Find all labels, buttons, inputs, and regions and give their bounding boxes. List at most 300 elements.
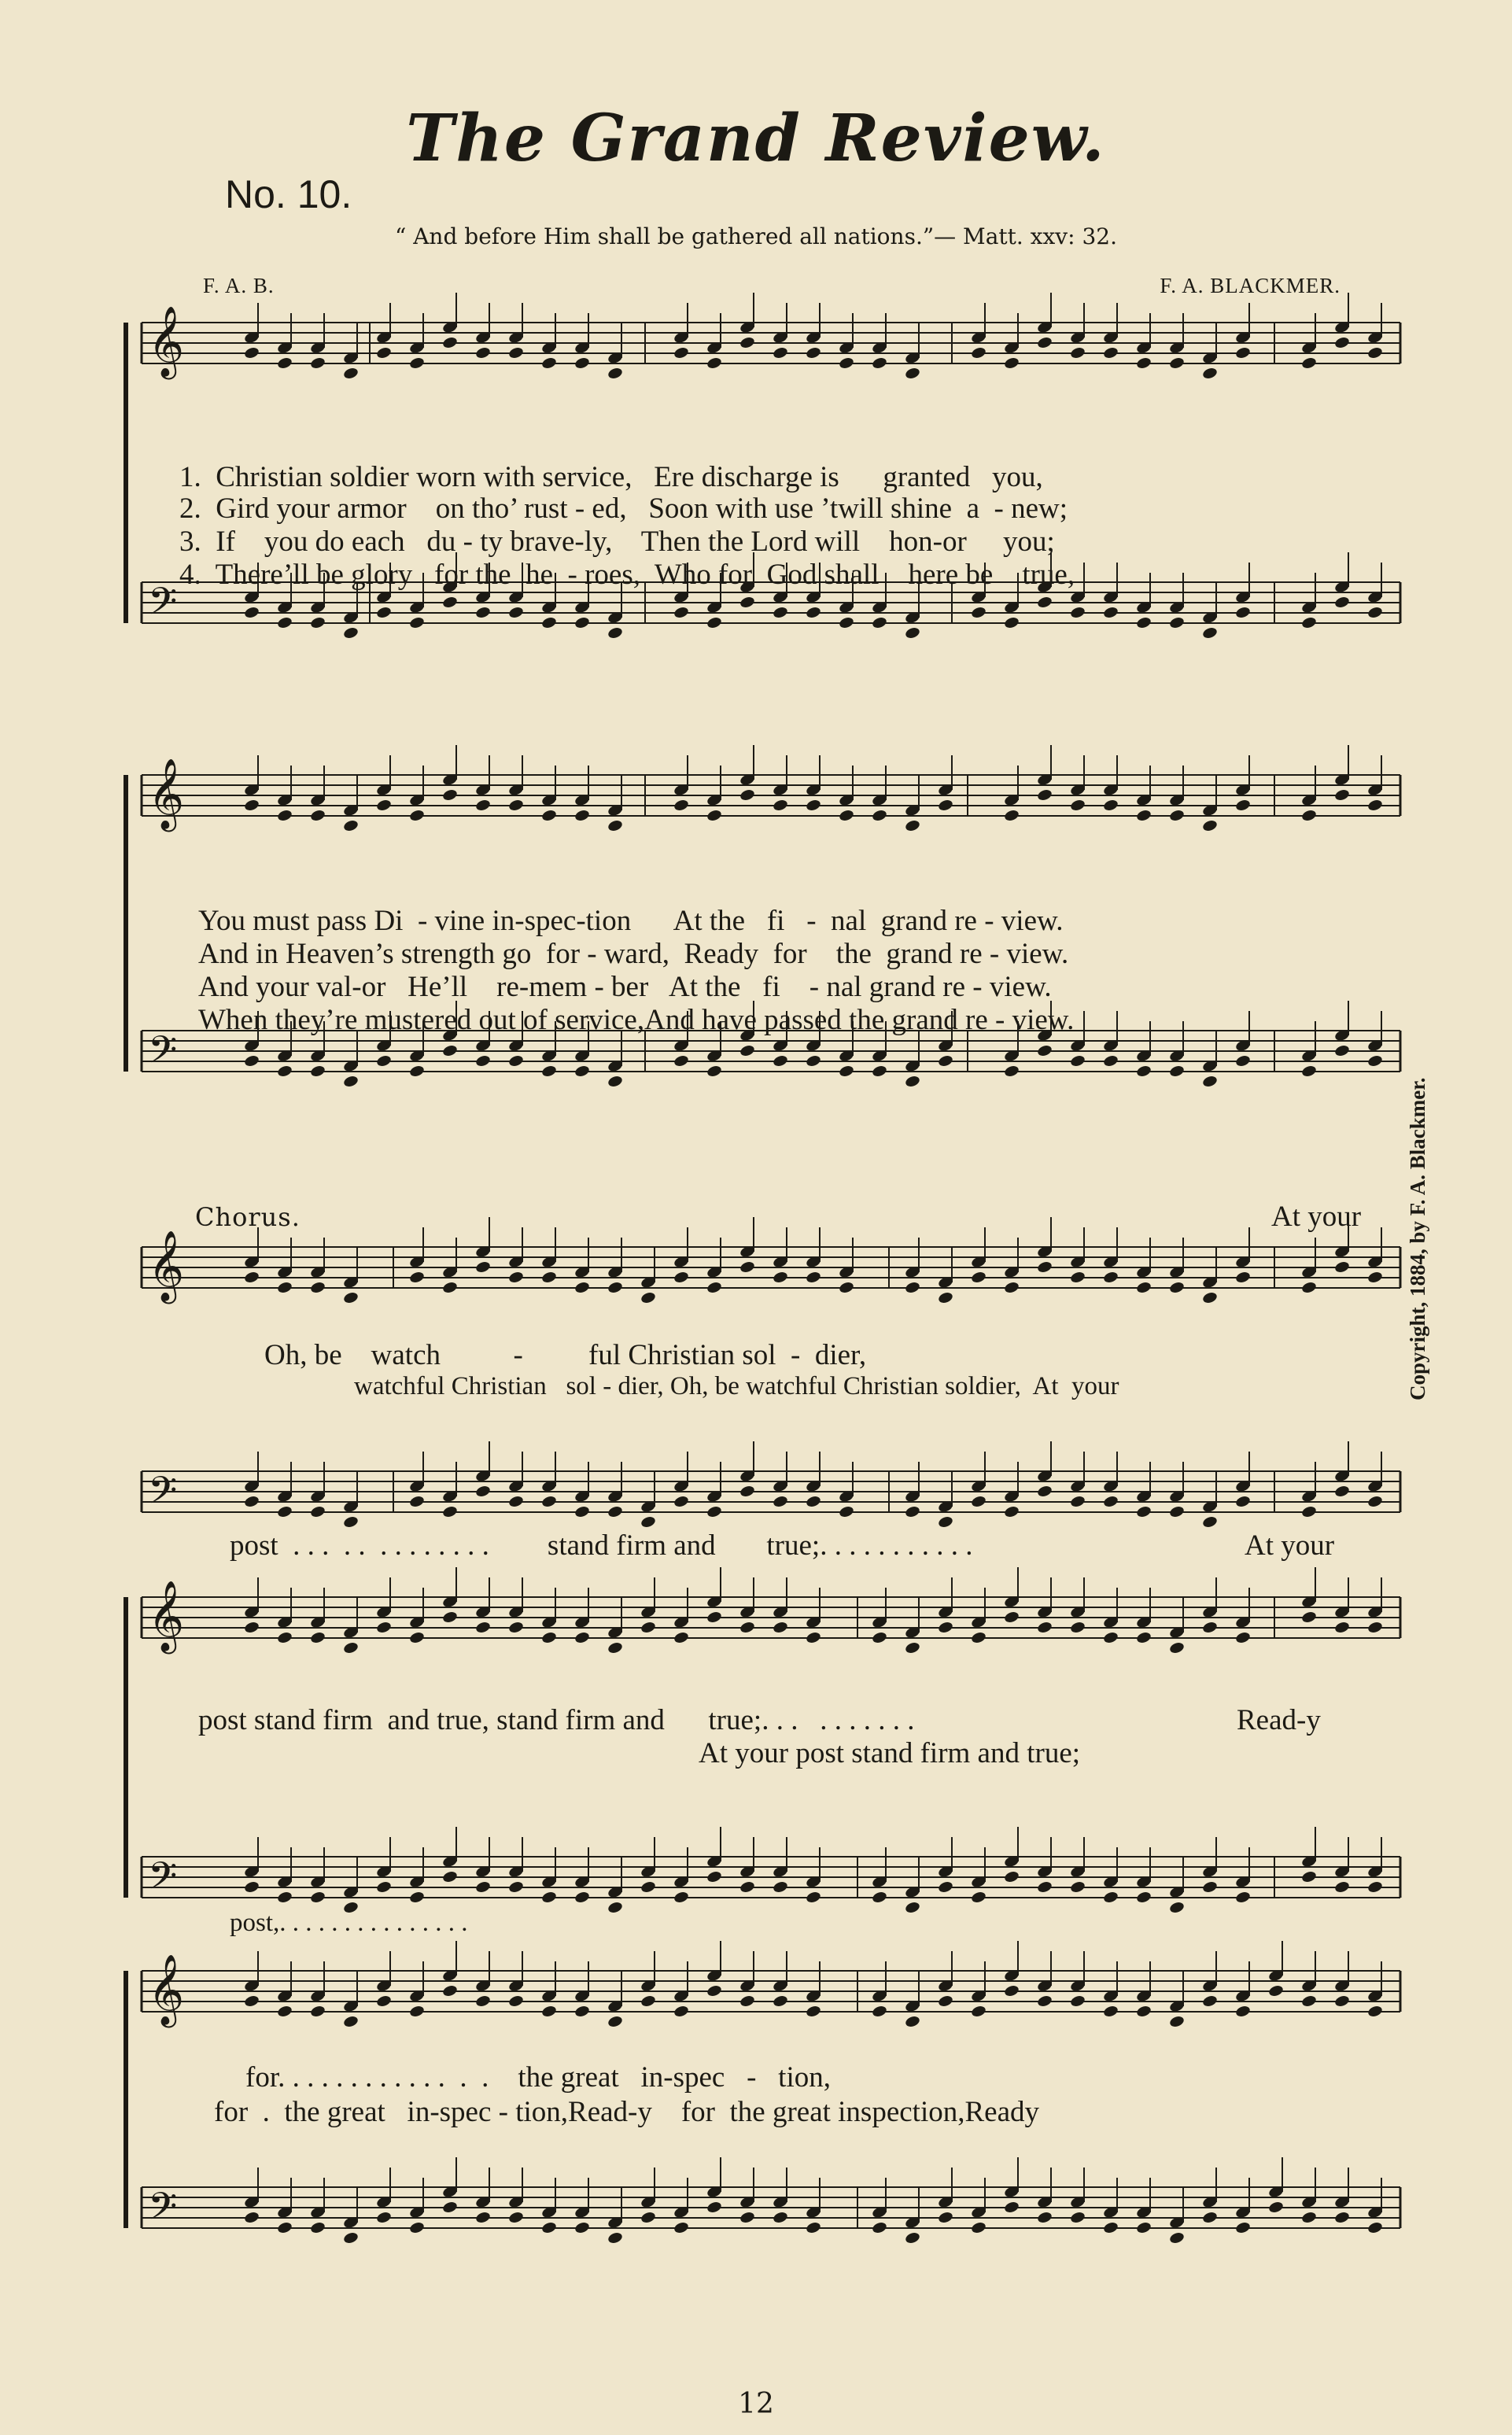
- note-head: [540, 1271, 557, 1284]
- note-head: [573, 2005, 590, 2018]
- chorus-line-3-treble: post stand firm and true, stand firm and true;. . . . . . . . . .: [198, 1704, 915, 1736]
- note-head: [1069, 606, 1086, 619]
- note-head: [1234, 606, 1251, 619]
- bass-clef: 𝄢: [148, 1854, 178, 1907]
- note-head: [1102, 606, 1119, 619]
- verse-line-7: And your val-or He’ll re-mem - ber At the fi - nal grand re - view.: [198, 971, 1052, 1003]
- note-head: [1168, 1281, 1185, 1294]
- note-head: [1201, 626, 1218, 640]
- note-head: [970, 606, 986, 619]
- note-head: [904, 1281, 920, 1294]
- note-head: [1102, 1054, 1119, 1068]
- music-credit: F. A. BLACKMER.: [1160, 274, 1341, 297]
- note-head: [507, 346, 524, 360]
- note-head: [342, 1075, 359, 1088]
- note-head: [739, 788, 755, 802]
- note-head: [871, 2221, 887, 2234]
- note-head: [904, 367, 920, 380]
- note-head: [573, 616, 590, 629]
- note-head: [970, 2221, 986, 2234]
- note-head: [408, 1891, 425, 1904]
- note-head: [805, 1495, 821, 1508]
- note-head: [1300, 1610, 1317, 1624]
- note-head: [772, 1054, 788, 1068]
- note-head: [573, 809, 590, 822]
- note-head: [673, 1054, 689, 1068]
- note-head: [739, 1994, 755, 2008]
- note-head: [1135, 809, 1152, 822]
- note-head: [1300, 356, 1317, 370]
- verse-line-1: 1. Christian soldier worn with service, Ere discharge is granted you,: [179, 461, 1043, 493]
- note-head: [408, 356, 425, 370]
- note-head: [871, 616, 887, 629]
- note-head: [937, 1515, 953, 1529]
- note-head: [309, 1505, 326, 1518]
- note-head: [871, 1891, 887, 1904]
- note-head: [1300, 2211, 1317, 2224]
- note-head: [739, 596, 755, 609]
- note-head: [375, 1621, 392, 1634]
- treble-clef: 𝄞: [148, 1581, 185, 1651]
- note-head: [1366, 2221, 1383, 2234]
- note-head: [1267, 2201, 1284, 2214]
- note-head: [937, 1621, 953, 1634]
- chorus-line-1-treble: Oh, be watch - ful Christian sol - dier,: [264, 1339, 867, 1371]
- note-head: [1135, 616, 1152, 629]
- note-head: [573, 2221, 590, 2234]
- note-head: [805, 1054, 821, 1068]
- note-head: [243, 1994, 260, 2008]
- note-head: [739, 1621, 755, 1634]
- note-head: [1036, 596, 1053, 609]
- note-head: [1201, 1994, 1218, 2008]
- note-head: [474, 1880, 491, 1894]
- note-head: [1333, 788, 1350, 802]
- note-head: [1168, 2015, 1185, 2028]
- note-head: [1300, 809, 1317, 822]
- note-head: [408, 1271, 425, 1284]
- note-head: [1300, 1994, 1317, 2008]
- note-head: [1267, 1984, 1284, 1998]
- verse-line-4: 4. There’ll be glory for the he - roes, Who for God shall here be true,: [179, 559, 1075, 591]
- chorus-line-3-bass: At your post stand firm and true;: [699, 1737, 1081, 1769]
- note-head: [1333, 2211, 1350, 2224]
- note-head: [838, 616, 854, 629]
- note-head: [607, 626, 623, 640]
- verse-line-5: You must pass Di - vine in-spec-tion At the fi - nal grand re - view.: [198, 905, 1064, 937]
- note-head: [1036, 1994, 1053, 2008]
- note-head: [1069, 1994, 1086, 2008]
- note-head: [805, 799, 821, 812]
- bass-clef: 𝄢: [148, 1468, 178, 1522]
- note-head: [904, 819, 920, 832]
- note-head: [1036, 1485, 1053, 1498]
- note-head: [1168, 1505, 1185, 1518]
- note-head: [540, 356, 557, 370]
- note-head: [1168, 809, 1185, 822]
- note-head: [342, 626, 359, 640]
- note-head: [607, 367, 623, 380]
- note-head: [573, 1064, 590, 1078]
- note-head: [640, 1880, 656, 1894]
- note-head: [243, 1621, 260, 1634]
- note-head: [1168, 1901, 1185, 1914]
- note-head: [673, 1631, 689, 1644]
- note-head: [1333, 596, 1350, 609]
- note-head: [573, 1891, 590, 1904]
- note-head: [507, 1994, 524, 2008]
- note-head: [1036, 336, 1053, 349]
- note-head: [937, 1880, 953, 1894]
- note-head: [640, 1515, 656, 1529]
- note-head: [640, 1994, 656, 2008]
- note-head: [904, 1901, 920, 1914]
- note-head: [375, 1994, 392, 2008]
- note-head: [607, 1641, 623, 1655]
- note-head: [772, 1271, 788, 1284]
- note-head: [441, 596, 458, 609]
- note-head: [441, 1610, 458, 1624]
- note-head: [1102, 2005, 1119, 2018]
- note-head: [904, 2231, 920, 2245]
- note-head: [772, 1994, 788, 2008]
- note-head: [805, 606, 821, 619]
- note-head: [1201, 819, 1218, 832]
- note-head: [243, 1054, 260, 1068]
- note-head: [1300, 1505, 1317, 1518]
- note-head: [309, 1631, 326, 1644]
- note-head: [276, 1281, 293, 1294]
- note-head: [1366, 1054, 1383, 1068]
- note-head: [838, 356, 854, 370]
- note-head: [276, 1891, 293, 1904]
- note-head: [441, 788, 458, 802]
- note-head: [871, 1064, 887, 1078]
- page-number: 12: [738, 2388, 774, 2420]
- note-head: [441, 2201, 458, 2214]
- chorus-cue-3: Read-y: [1237, 1704, 1321, 1736]
- note-head: [838, 809, 854, 822]
- note-head: [276, 809, 293, 822]
- note-head: [673, 799, 689, 812]
- note-head: [706, 1610, 722, 1624]
- note-head: [706, 809, 722, 822]
- note-head: [309, 356, 326, 370]
- treble-clef: 𝄞: [148, 1954, 185, 2025]
- note-head: [772, 1621, 788, 1634]
- note-head: [1135, 1064, 1152, 1078]
- chorus-label: Chorus.: [195, 1202, 301, 1232]
- note-head: [309, 809, 326, 822]
- note-head: [375, 1054, 392, 1068]
- note-head: [1333, 336, 1350, 349]
- note-head: [342, 1291, 359, 1304]
- bass-clef: 𝄢: [148, 2184, 178, 2238]
- note-head: [1333, 1260, 1350, 1274]
- note-head: [375, 606, 392, 619]
- note-head: [838, 1505, 854, 1518]
- note-head: [1366, 1495, 1383, 1508]
- note-head: [772, 2211, 788, 2224]
- treble-clef: 𝄞: [148, 758, 185, 829]
- note-head: [1366, 606, 1383, 619]
- note-head: [1234, 2221, 1251, 2234]
- note-head: [1333, 1485, 1350, 1498]
- note-head: [739, 1260, 755, 1274]
- note-head: [441, 1870, 458, 1883]
- note-head: [507, 1880, 524, 1894]
- note-head: [1036, 1044, 1053, 1057]
- note-head: [607, 2015, 623, 2028]
- note-head: [1201, 1880, 1218, 1894]
- note-head: [805, 1271, 821, 1284]
- note-head: [1003, 616, 1020, 629]
- note-head: [441, 1984, 458, 1998]
- note-head: [1003, 1984, 1020, 1998]
- note-head: [474, 2211, 491, 2224]
- note-head: [970, 1631, 986, 1644]
- note-head: [706, 2201, 722, 2214]
- note-head: [1069, 346, 1086, 360]
- note-head: [540, 1064, 557, 1078]
- note-head: [640, 1621, 656, 1634]
- note-head: [1168, 616, 1185, 629]
- note-head: [1300, 1870, 1317, 1883]
- treble-clef: 𝄞: [148, 1230, 185, 1301]
- note-head: [375, 2211, 392, 2224]
- note-head: [607, 1505, 623, 1518]
- note-head: [1003, 1281, 1020, 1294]
- note-head: [673, 1891, 689, 1904]
- note-head: [772, 1880, 788, 1894]
- note-head: [540, 809, 557, 822]
- note-head: [607, 1281, 623, 1294]
- note-head: [573, 1505, 590, 1518]
- note-head: [507, 1271, 524, 1284]
- note-head: [276, 1505, 293, 1518]
- note-head: [342, 1515, 359, 1529]
- note-head: [474, 1054, 491, 1068]
- note-head: [309, 2221, 326, 2234]
- note-head: [607, 1901, 623, 1914]
- note-head: [904, 1641, 920, 1655]
- bass-clef: 𝄢: [148, 1027, 178, 1081]
- note-head: [640, 1291, 656, 1304]
- note-head: [706, 356, 722, 370]
- note-head: [507, 1621, 524, 1634]
- note-head: [507, 2211, 524, 2224]
- note-head: [1366, 799, 1383, 812]
- note-head: [1135, 1631, 1152, 1644]
- note-head: [309, 616, 326, 629]
- note-head: [1234, 2005, 1251, 2018]
- note-head: [607, 1075, 623, 1088]
- note-head: [904, 1075, 920, 1088]
- note-head: [1036, 788, 1053, 802]
- note-head: [673, 2005, 689, 2018]
- note-head: [1102, 346, 1119, 360]
- note-head: [673, 1495, 689, 1508]
- note-head: [1069, 1054, 1086, 1068]
- note-head: [375, 346, 392, 360]
- note-head: [540, 2221, 557, 2234]
- note-head: [408, 809, 425, 822]
- chorus-line-5-bass: for . the great in-spec - tion,Read-y for the great inspection,Ready: [214, 2096, 1040, 2128]
- note-head: [904, 626, 920, 640]
- hymn-title: The Grand Review.: [406, 101, 1106, 176]
- note-head: [706, 1064, 722, 1078]
- note-head: [474, 1485, 491, 1498]
- note-head: [1366, 1621, 1383, 1634]
- note-head: [1333, 1994, 1350, 2008]
- note-head: [1135, 2005, 1152, 2018]
- note-head: [441, 1281, 458, 1294]
- note-head: [1003, 1064, 1020, 1078]
- verse-line-2: 2. Gird your armor on tho’ rust - ed, Soon with use ’twill shine a - new;: [179, 493, 1068, 525]
- note-head: [540, 1891, 557, 1904]
- note-head: [1201, 367, 1218, 380]
- note-head: [937, 2211, 953, 2224]
- note-head: [1102, 1891, 1119, 1904]
- note-head: [1234, 799, 1251, 812]
- note-head: [1234, 346, 1251, 360]
- note-head: [507, 1495, 524, 1508]
- note-head: [1102, 1271, 1119, 1284]
- note-head: [1003, 1505, 1020, 1518]
- note-head: [970, 1495, 986, 1508]
- note-head: [937, 1291, 953, 1304]
- note-head: [408, 2221, 425, 2234]
- note-head: [573, 1281, 590, 1294]
- note-head: [408, 616, 425, 629]
- note-head: [772, 606, 788, 619]
- note-head: [1135, 1281, 1152, 1294]
- note-head: [904, 2015, 920, 2028]
- note-head: [607, 2231, 623, 2245]
- note-head: [342, 367, 359, 380]
- note-head: [805, 2005, 821, 2018]
- note-head: [1168, 356, 1185, 370]
- note-head: [1168, 1641, 1185, 1655]
- note-head: [1366, 2005, 1383, 2018]
- note-head: [408, 1631, 425, 1644]
- note-head: [276, 616, 293, 629]
- note-head: [1333, 1044, 1350, 1057]
- words-credit: F. A. B.: [203, 274, 275, 297]
- note-head: [937, 1054, 953, 1068]
- note-head: [276, 356, 293, 370]
- note-head: [937, 799, 953, 812]
- note-head: [1201, 1291, 1218, 1304]
- note-head: [871, 2005, 887, 2018]
- note-head: [276, 2005, 293, 2018]
- note-head: [507, 799, 524, 812]
- note-head: [1333, 1621, 1350, 1634]
- note-head: [375, 799, 392, 812]
- note-head: [706, 1281, 722, 1294]
- note-head: [1003, 1610, 1020, 1624]
- copyright-notice: Copyright, 1884, by F. A. Blackmer.: [1406, 1077, 1429, 1400]
- note-head: [1102, 1495, 1119, 1508]
- note-head: [243, 799, 260, 812]
- scripture-epigraph: “ And before Him shall be gathered all nations.”— Matt. xxv: 32.: [395, 223, 1117, 249]
- note-head: [1069, 1880, 1086, 1894]
- note-head: [772, 346, 788, 360]
- note-head: [540, 1631, 557, 1644]
- note-head: [970, 346, 986, 360]
- chorus-line-1-bass: watchful Christian sol - dier, Oh, be watchful Christian soldier, At your: [354, 1372, 1119, 1400]
- note-head: [640, 2211, 656, 2224]
- note-head: [1069, 1495, 1086, 1508]
- note-head: [1333, 1880, 1350, 1894]
- note-head: [309, 1891, 326, 1904]
- note-head: [309, 2005, 326, 2018]
- note-head: [1036, 1260, 1053, 1274]
- note-head: [243, 1880, 260, 1894]
- note-head: [904, 1505, 920, 1518]
- hymn-number: No. 10.: [225, 172, 352, 216]
- note-head: [276, 1631, 293, 1644]
- note-head: [970, 1271, 986, 1284]
- note-head: [706, 616, 722, 629]
- note-head: [673, 346, 689, 360]
- note-head: [540, 2005, 557, 2018]
- note-head: [309, 1064, 326, 1078]
- note-head: [1069, 1271, 1086, 1284]
- note-head: [474, 1621, 491, 1634]
- note-head: [1366, 1880, 1383, 1894]
- note-head: [276, 1064, 293, 1078]
- note-head: [342, 1641, 359, 1655]
- note-head: [1234, 1271, 1251, 1284]
- note-head: [342, 819, 359, 832]
- treble-clef: 𝄞: [148, 306, 185, 377]
- note-head: [805, 1891, 821, 1904]
- chorus-cue-1: At your: [1271, 1201, 1362, 1233]
- note-head: [673, 606, 689, 619]
- note-head: [507, 606, 524, 619]
- note-head: [673, 2221, 689, 2234]
- note-head: [474, 1260, 491, 1274]
- note-head: [805, 346, 821, 360]
- note-head: [1135, 2221, 1152, 2234]
- note-head: [1135, 356, 1152, 370]
- note-head: [673, 1271, 689, 1284]
- note-head: [1003, 2201, 1020, 2214]
- note-head: [772, 799, 788, 812]
- note-head: [706, 1984, 722, 1998]
- note-head: [1036, 2211, 1053, 2224]
- note-head: [871, 356, 887, 370]
- note-head: [739, 1880, 755, 1894]
- note-head: [1234, 1891, 1251, 1904]
- note-head: [607, 819, 623, 832]
- note-head: [540, 616, 557, 629]
- note-head: [1036, 1880, 1053, 1894]
- note-head: [243, 1271, 260, 1284]
- note-head: [243, 606, 260, 619]
- chorus-line-4-bass: post,. . . . . . . . . . . . . . .: [230, 1909, 468, 1937]
- note-head: [573, 1631, 590, 1644]
- note-head: [1201, 1621, 1218, 1634]
- note-head: [1234, 1631, 1251, 1644]
- verse-line-3: 3. If you do each du - ty brave-ly, Then the Lord will hon-or you;: [179, 526, 1055, 558]
- note-head: [739, 1485, 755, 1498]
- chorus-cue-2: At your: [1245, 1529, 1335, 1562]
- note-head: [408, 1495, 425, 1508]
- note-head: [408, 2005, 425, 2018]
- note-head: [772, 1495, 788, 1508]
